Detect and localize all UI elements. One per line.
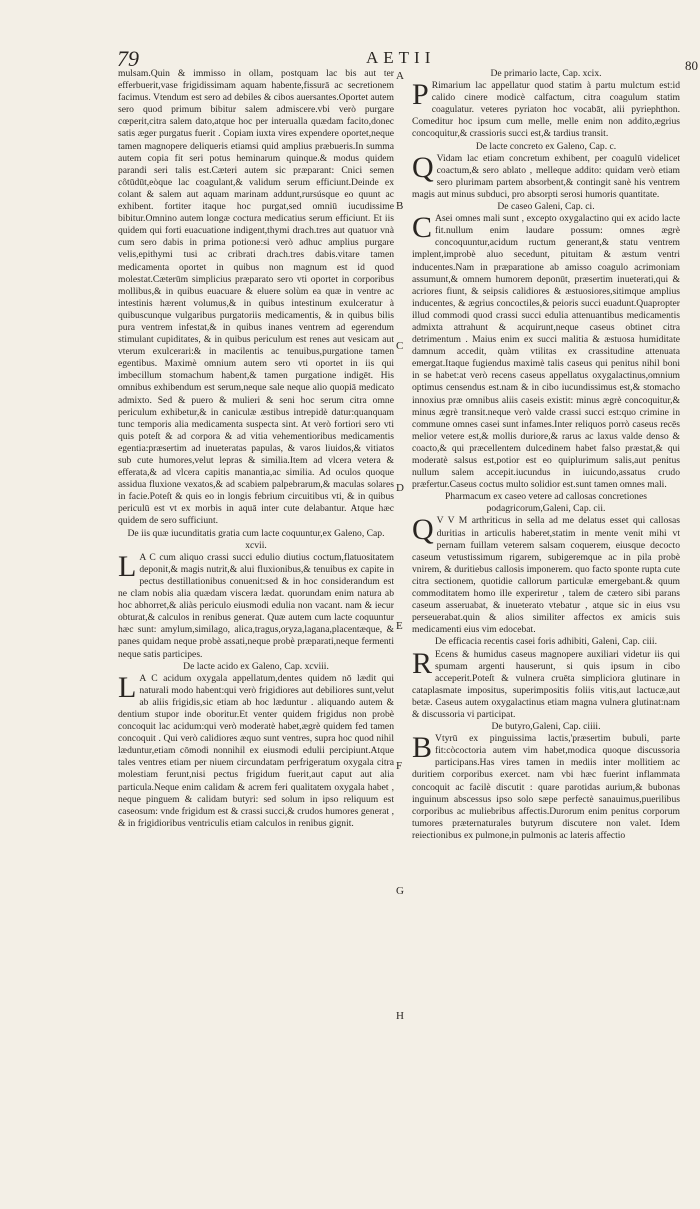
- drop-cap-c: C: [412, 211, 433, 245]
- section-heading: De lacte acido ex Galeno, Cap. xcviii.: [183, 660, 329, 672]
- paragraph: mulsam.Quin & immisso in ollam, postquam lac bis aut ter efferbuerit,vase frigidissimam aquam habente,fissurā ac secretionem facimus. Vtendum est sero ad debiles & cibos auersantes.Oportet autem sero quod primum bibitur salem admiscere.vbi verò purgare cœperit,citra salem dato,atque hoc per interualla quædam facito,donec satis æger purgatus fuerit . Copiam iuxta vires expendere oportet,neque tamen magnopere deliqueris etiamsi quid amplius præbueris.In summa autem copia fit seri potus heminarum quinque.& modus quidem parandi seri talis est.Cæteri autem sic præparant: Cnici semen côtūdūt,eòque lac coagulant,& validum serum efficiunt.Deinde ex colant & salem aut aquam marinam addunt,rursúsque eo quunt ac exhibent. fortiter itaque hoc purgat,sed omniū iucudissime bibitur.Omnino autem longæ coctura medicatius serum efficiunt. Et iis quidem qui forti euacuatione indigent,thymi drach.tres aut quatuor vnà cum sero dabis in prima potione:si verò adhuc amplius purgare velis,epithymi tusi ac cribrati drach.tres dabis.vitare tamen medicamenta oportet in quibus non magnum est id quod molestat.Cæterūm simplicius præparato sero vti oportet in corporibus mollibus,& in quibus euacuare & eluere solùm ea quæ in ventre ac intestinis hærent volumus,& in quibus intestinum exulceratur à quibuscunque vulgaribus purgatoriis medicamentis, & in quibus bilis pura ventrem infestat,& in quibus inanes ventrem ad egerendum stimulant cupiditates, & in quibus periculum est renes aut vesicam aut vterum exulcerari:& in macilentis ac tenuibus,purgatione tamen egentibus. Maximè omnium autem sero vti oportet in iis qui imbecillum stomachum habent,& tamen purgatione indigēt. His omnibus exhibendum est serum,neque sale neque alio quopiā medicato admixto. Sed & puero & mulieri & seni hoc serum citra omne periculum exhibetur,& in caniculæ æstibus intrepidè datur:quanquam tunc temporis alia medicamenta suspecta sint. At verò fortiori sero vti quis poteſt & ad corpora & ad vitia vehementioribus medicamentis egentia:præsertim ad inueteratas papulas, & varos liuidos,& vitiatos sub cute humores,velut lepras & similia.Item ad vlcera vetera & efferata,& ad vlcera capitis manantia,ac similia. Ad oculos quoque assidua fluxione vexatos,& ad scabiem palpebrarum,& maculas solares in facie.Poteſt & quis eo in longis febrium circuitibus vti, & in quibus periculū est vt ex morbis in aquā inter cute delabantur. Atque hæc quidem de sero sufficiunt.: [118, 68, 394, 527]
- margin-letter-g: G: [396, 885, 404, 897]
- paragraph: P Rimarium lac appellatur quod statim à partu mulctum est:id calido cinere modicè calfactum, citra coagulum statim coagulatur. veteres pyriaton hoc vocabāt, alii pyriephthon. Comeditur hoc ipsum cum melle, melle enim non addito,ægrius concoquitur,& crassioris succi est,& tardius transit.: [412, 78, 680, 140]
- section-heading: De efficacia recentis casei foris adhibiti, Galeni, Cap. ciii.: [435, 636, 657, 648]
- margin-letter-h: H: [396, 1010, 404, 1022]
- margin-letter-e: E: [396, 620, 403, 632]
- drop-cap-b: B: [412, 731, 433, 765]
- page-number-right: 80: [685, 58, 698, 73]
- section-heading: De butyro,Galeni, Cap. ciiii.: [491, 721, 601, 733]
- section-heading: De lacte concreto ex Galeno, Cap. c.: [475, 140, 617, 152]
- paragraph: R Ecens & humidus caseus magnopere auxiliari videtur iis qui spumam argenti hauserunt, si quis ipsum in cibo acceperit.Poteſt & vulnera cruēta simpliciora glutinare in cataplasmate impositus, superimpositis foliis vitis,aut lactucæ,aut betæ. Caseus autem oxygalactinus etiam magna vulnera glutinat:nam & discussoria vi participat.: [412, 646, 680, 720]
- left-column: [118, 68, 394, 830]
- drop-cap-q: Q: [412, 513, 434, 547]
- margin-letter-f: F: [396, 760, 403, 772]
- margin-letter-c: C: [396, 340, 404, 352]
- margin-letter-d: D: [396, 482, 404, 494]
- section-heading: De iis quæ iucunditatis gratia cum lacte coquuntur,ex Galeno, Cap. xcvii.: [127, 527, 385, 551]
- paragraph: Q Vidam lac etiam concretum exhibent, per coagulū videlicet coactum,& sero ablato , melleque addito: quidam verò etiam sero plurimam partem absorbent,& contingit sanè his ventrem magis aut minus subduci, pro absorpti serosi humoris quantitate.: [412, 150, 680, 200]
- section-heading: De caseo Galeni, Cap. ci.: [497, 201, 595, 213]
- section-heading: Pharmacum ex caseo vetere ad callosas concretiones podagricorum,Galeni, Cap. cii.: [445, 491, 647, 515]
- drop-cap-p: P: [412, 78, 429, 112]
- page-number-left: 79: [117, 46, 139, 71]
- drop-cap-l: L: [118, 549, 137, 583]
- drop-cap-r: R: [412, 646, 433, 680]
- paragraph: Q V V M arthriticus in sella ad me delatus esset qui callosas duritias in articulis haberet,statim in mente venit mihi vt pernam fuillam veterem salsam coquerem, eiusque decocto caseum vetustissimum rigarem, subigeremque ac in pila probè vnirem, & duritiebus callosis imponerem. quo facto sponte rupta cute citra sectionem, quotidie callorum particulæ emergebant.& quum commoditatem homo ille experiretur , talem de cætero sibi parans caseum asseruabat, & inueterato vtebatur , atque sic in eius vsu perseuerabat.quin & alios similiter affectos ex amicis suis medicamenti eius vim edocebat.: [412, 513, 680, 636]
- paragraph: C Asei omnes mali sunt , excepto oxygalactino qui ex acido lacte fit.nullum enim laudare possum: omnes ægrè concoquuntur,acidum ructum generant,& statu ventrem implent,improbè aluo secedunt, pituitam & æstum ventri inducentes.Nam in præparatione ab amisso coagulo acrimoniam assumunt,& omnem humorem deponūt, præsertim inueterati,qui & acriores fiunt, & seipsis calidiores & æstuosiores,sitimque amplius inducentes, & ægrius concoctiles,& peioris succi euadunt.Quapropter illud commodi quod crassi succi edulia attenuantibus medicamentis admixta attrahunt & acquirunt,neque caseus obtinet citra detrimentum . Maius enim ex succi malitia & æstuosa humiditate damnum accedit, quàm vtilitas ex crassitudine attenuata emergat.Itaque fugiendus maximè talis caseus qui penitus nihil boni in se habet:at verò recens caseus appellatus oxygalactinus,omnium optimus censendus est.nam & in cibo iucundissimus est,& stomacho innoxius præ omnibus aliis caseis existit: minus ægrè concoquitur,& minus ægrè transit.neque verò valde crassi succi est:quo crimine in commune omnes casei sunt infames.Inter reliquos porrò caseus recēs melior vetere est,& mollis duriore,& rarus ac laxus valde denso & coacto,& qui præcellentem dulcedinem habet falso præstat,& qui moderatè salsus est,potior est eo quiplurimum salis,aut penitus nullum salem accepit.iucundus in iuicundo,assatus crudo præfertur.Caseus coctus multo solidior est.sunt tamen omnes mali.: [412, 211, 680, 491]
- margin-letter-a: A: [396, 70, 404, 82]
- paragraph: L A C acidum oxygala appellatum,dentes quidem nō lædit qui naturali modo habent:qui verò frigidiores aut debiliores sunt,velut ab aliis frigidis,sic etiam ab hoc læduntur . aliquando autem & dentium stupor inde oboritur.Et venter quidem frigidus non probè concoquit lac acidum:qui verò moderatè habet,ægrè quidem fed tamen concoquit . Qui verò calidiores æquo sunt ventres, supra hoc quod nihil læduntur,etiam cōmodi nonnihil ex eiusmodi edulii percipiunt.Atque tales ventres etiam per niuem circundatam perfrigeratum oxygala citra molestiam ferunt,nisi pectus frigidum fuerit,aut caput aut alia particula.Neque enim calidam & acrem feri qualitatem oxygala habet , neque pinguem & calidam butyri: sed solum in ipso reliquum est caseosum: vnde frigidum est & crassi succi,& crudos humores generat , & in frigidioribus ventriculis etiam calculos in renibus gignit.: [118, 670, 394, 829]
- drop-cap-q: Q: [412, 150, 434, 184]
- section-heading: De primario lacte, Cap. xcix.: [490, 68, 602, 79]
- paragraph: B Vtyrū ex pinguissima lactis,'præsertim bubuli, parte fit:còcoctoria autem vim habet,modica quoque discussoria participans.Has vires tamen in mediis inter mollitiem ac duritiem corporibus exercet. nam vbi hæc fuerint inflammata concoquit ac facilè discutit : quare parotidas aurium,& bubonas inguinum abscessus ipso solo sæpe perfectè sanauimus,puerilibus corporibus ac muliebribus affectis.Durorum enim penitus corporum tumores præternaturales butyrum discutere non valet. Idem reiectionibus ex pulmone,in pulmonis ac lateris affectio: [412, 731, 680, 841]
- right-column: [412, 68, 680, 842]
- running-title: AETII: [366, 48, 436, 67]
- paragraph: L A C cum aliquo crassi succi edulio diutius coctum,flatuositatem deponit,& magis nutrit,& alui fluxionibus,& tenuibus ex capite in pectus destillationibus conuenit:sed & in hoc considerandum est ne clam nobis alia quædam viscera lædat. quorundam enim natura ab hoc abhorret,& aliàs periculo eiusmodi edulia non vacant. nam & iecur obturat,& calculos in renibus generat. Quæ autem cum lacte coquuntur hæc sunt: amylum,similago, alica,tragus,oryza,lagana,placentæque, & panes quidam neque probè assati,neque probè præparati,neque fermenti neque satis participes.: [118, 549, 394, 660]
- drop-cap-l: L: [118, 670, 137, 704]
- margin-letter-b: B: [396, 200, 404, 212]
